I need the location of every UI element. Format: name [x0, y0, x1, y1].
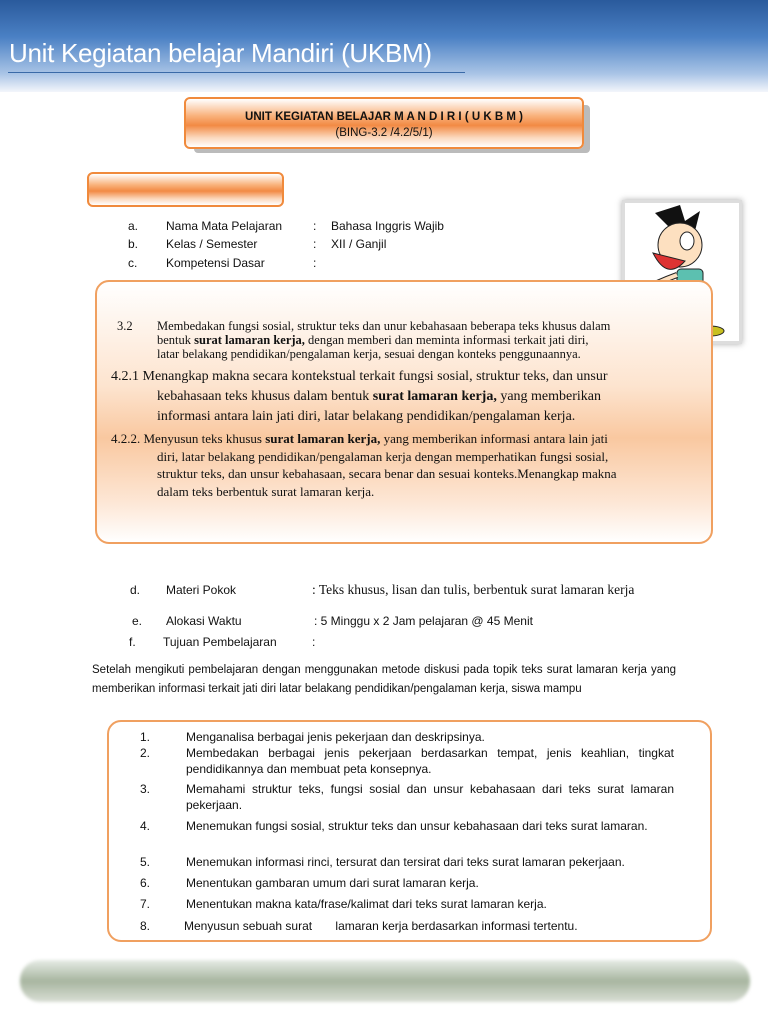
objective-text: Menyusun sebuah surat lamaran kerja berdasarkan informasi tertentu. — [184, 919, 578, 933]
tujuan-value: : — [312, 635, 316, 649]
objective-text: Menentukan gambaran umum dari surat lamaran kerja. — [186, 876, 479, 890]
identity-value: XII / Ganjil — [331, 237, 387, 251]
objective-number: 2. — [140, 746, 151, 760]
kd-bold: surat lamaran kerja, — [265, 431, 381, 446]
alokasi-value: : 5 Minggu x 2 Jam pelajaran @ 45 Menit — [314, 614, 533, 628]
tujuan-label: Tujuan Pembelajaran — [163, 635, 277, 649]
identity-label-box — [87, 172, 284, 207]
objective-text: Menentukan makna kata/frase/kalimat dari teks surat lamaran kerja. — [186, 897, 547, 911]
ukbm-code: (BING-3.2 /4.2/5/1) — [335, 127, 433, 139]
kd-line — [111, 430, 617, 448]
kd-text: 4.2.2. Menyusun teks khusus — [111, 431, 266, 446]
kd-line: diri, latar belakang pendidikan/pengalaman kerja dengan memperhatikan fungsi sosial, — [157, 448, 609, 464]
kd-text: dengan memberi dan meminta informasi terkait jati diri, — [304, 333, 589, 347]
objective-number: 4. — [140, 819, 151, 833]
ukbm-title: UNIT KEGIATAN BELAJAR M A N D I R I ( U K B M ) — [245, 111, 523, 123]
page-title: Unit Kegiatan belajar Mandiri (UKBM) — [9, 38, 432, 68]
kompetensi-dasar-box — [95, 280, 713, 544]
objective-text: Membedakan berbagai jenis pekerjaan berdasarkan tempat, jenis keahlian, tingkat pendidikannya dan membuat peta konsepnya. — [186, 746, 674, 776]
kd-line: dalam teks berbentuk surat lamaran kerja. — [157, 483, 375, 499]
objective-text: Menemukan fungsi sosial, struktur teks dan unsur kebahasaan dari teks surat lamaran. — [186, 819, 648, 833]
kd-bold: surat lamaran kerja, — [372, 389, 497, 404]
kd-text: yang memberikan — [496, 389, 602, 404]
header-banner — [0, 0, 768, 92]
kd-text: bentuk — [157, 333, 195, 347]
identity-key: a. — [128, 219, 139, 233]
objective-text: Menganalisa berbagai jenis pekerjaan dan deskripsinya. — [186, 730, 485, 744]
objective-number: 3. — [140, 782, 151, 796]
kd-4-2-1 — [111, 367, 608, 427]
identity-label: Kelas / Semester — [166, 237, 258, 251]
objective-number: 1. — [140, 730, 151, 744]
kd-3-2-number: 3.2 — [117, 319, 133, 333]
identity-key: b. — [128, 237, 139, 251]
identity-key: c. — [128, 256, 138, 270]
objective-number: 8. — [140, 919, 151, 933]
objective-text: Menemukan informasi rinci, tersurat dan tersirat dari teks surat lamaran pekerjaan. — [186, 855, 625, 869]
kd-line: informasi antara lain jati diri, latar belakang pendidikan/pengalaman kerja. — [157, 409, 576, 424]
tujuan-key: f. — [129, 635, 136, 649]
kd-bold: surat lamaran kerja, — [194, 333, 305, 347]
kd-line: 4.2.1 Menangkap makna secara kontekstual terkait fungsi sosial, struktur teks, dan unsur — [111, 369, 608, 384]
objective-number: 6. — [140, 876, 151, 890]
kd-line — [111, 387, 608, 407]
colon: : — [313, 237, 317, 251]
title-underline — [8, 72, 465, 73]
footer-decoration — [20, 960, 750, 1002]
colon: : — [313, 256, 317, 270]
colon: : — [313, 219, 317, 233]
kd-line: latar belakang pendidikan/pengalaman kerja, sesuai dengan konteks penggunaannya. — [157, 347, 581, 361]
kd-4-2-2 — [111, 430, 617, 500]
identity-label: Kompetensi Dasar — [166, 256, 265, 270]
identity-value: Bahasa Inggris Wajib — [331, 219, 444, 233]
kd-line — [157, 333, 677, 347]
kd-line: Membedakan fungsi sosial, struktur teks dan unur kebahasaan beberapa teks khusus dalam — [157, 319, 611, 333]
materi-label: Materi Pokok — [166, 583, 237, 597]
intro-paragraph: Setelah mengikuti pembelajaran dengan menggunakan metode diskusi pada topik teks surat lamaran kerja yang memberikan informasi terkait jati diri latar belakang pendidikan/pengalaman kerja, siswa mampu — [92, 664, 676, 695]
objective-text: Memahami struktur teks, fungsi sosial dan unsur kebahasaan dari teks surat lamaran pekerjaan. — [186, 782, 674, 812]
materi-value: : Teks khusus, lisan dan tulis, berbentuk surat lamaran kerja — [312, 582, 635, 597]
kd-line: struktur teks, dan unsur kebahasaan, secara benar dan sesuai konteks.Menangkap makna — [157, 466, 617, 481]
objective-number: 7. — [140, 897, 151, 911]
kd-text: yang memberikan informasi antara lain jati — [380, 431, 608, 446]
alokasi-label: Alokasi Waktu — [166, 614, 242, 628]
identity-label: Nama Mata Pelajaran — [166, 219, 283, 233]
alokasi-key: e. — [132, 614, 143, 628]
materi-key: d. — [130, 583, 141, 597]
kd-3-2 — [157, 319, 677, 361]
ukbm-title-box — [184, 97, 584, 149]
objective-number: 5. — [140, 855, 151, 869]
kd-text: kebahasaan teks khusus dalam bentuk — [157, 389, 373, 404]
